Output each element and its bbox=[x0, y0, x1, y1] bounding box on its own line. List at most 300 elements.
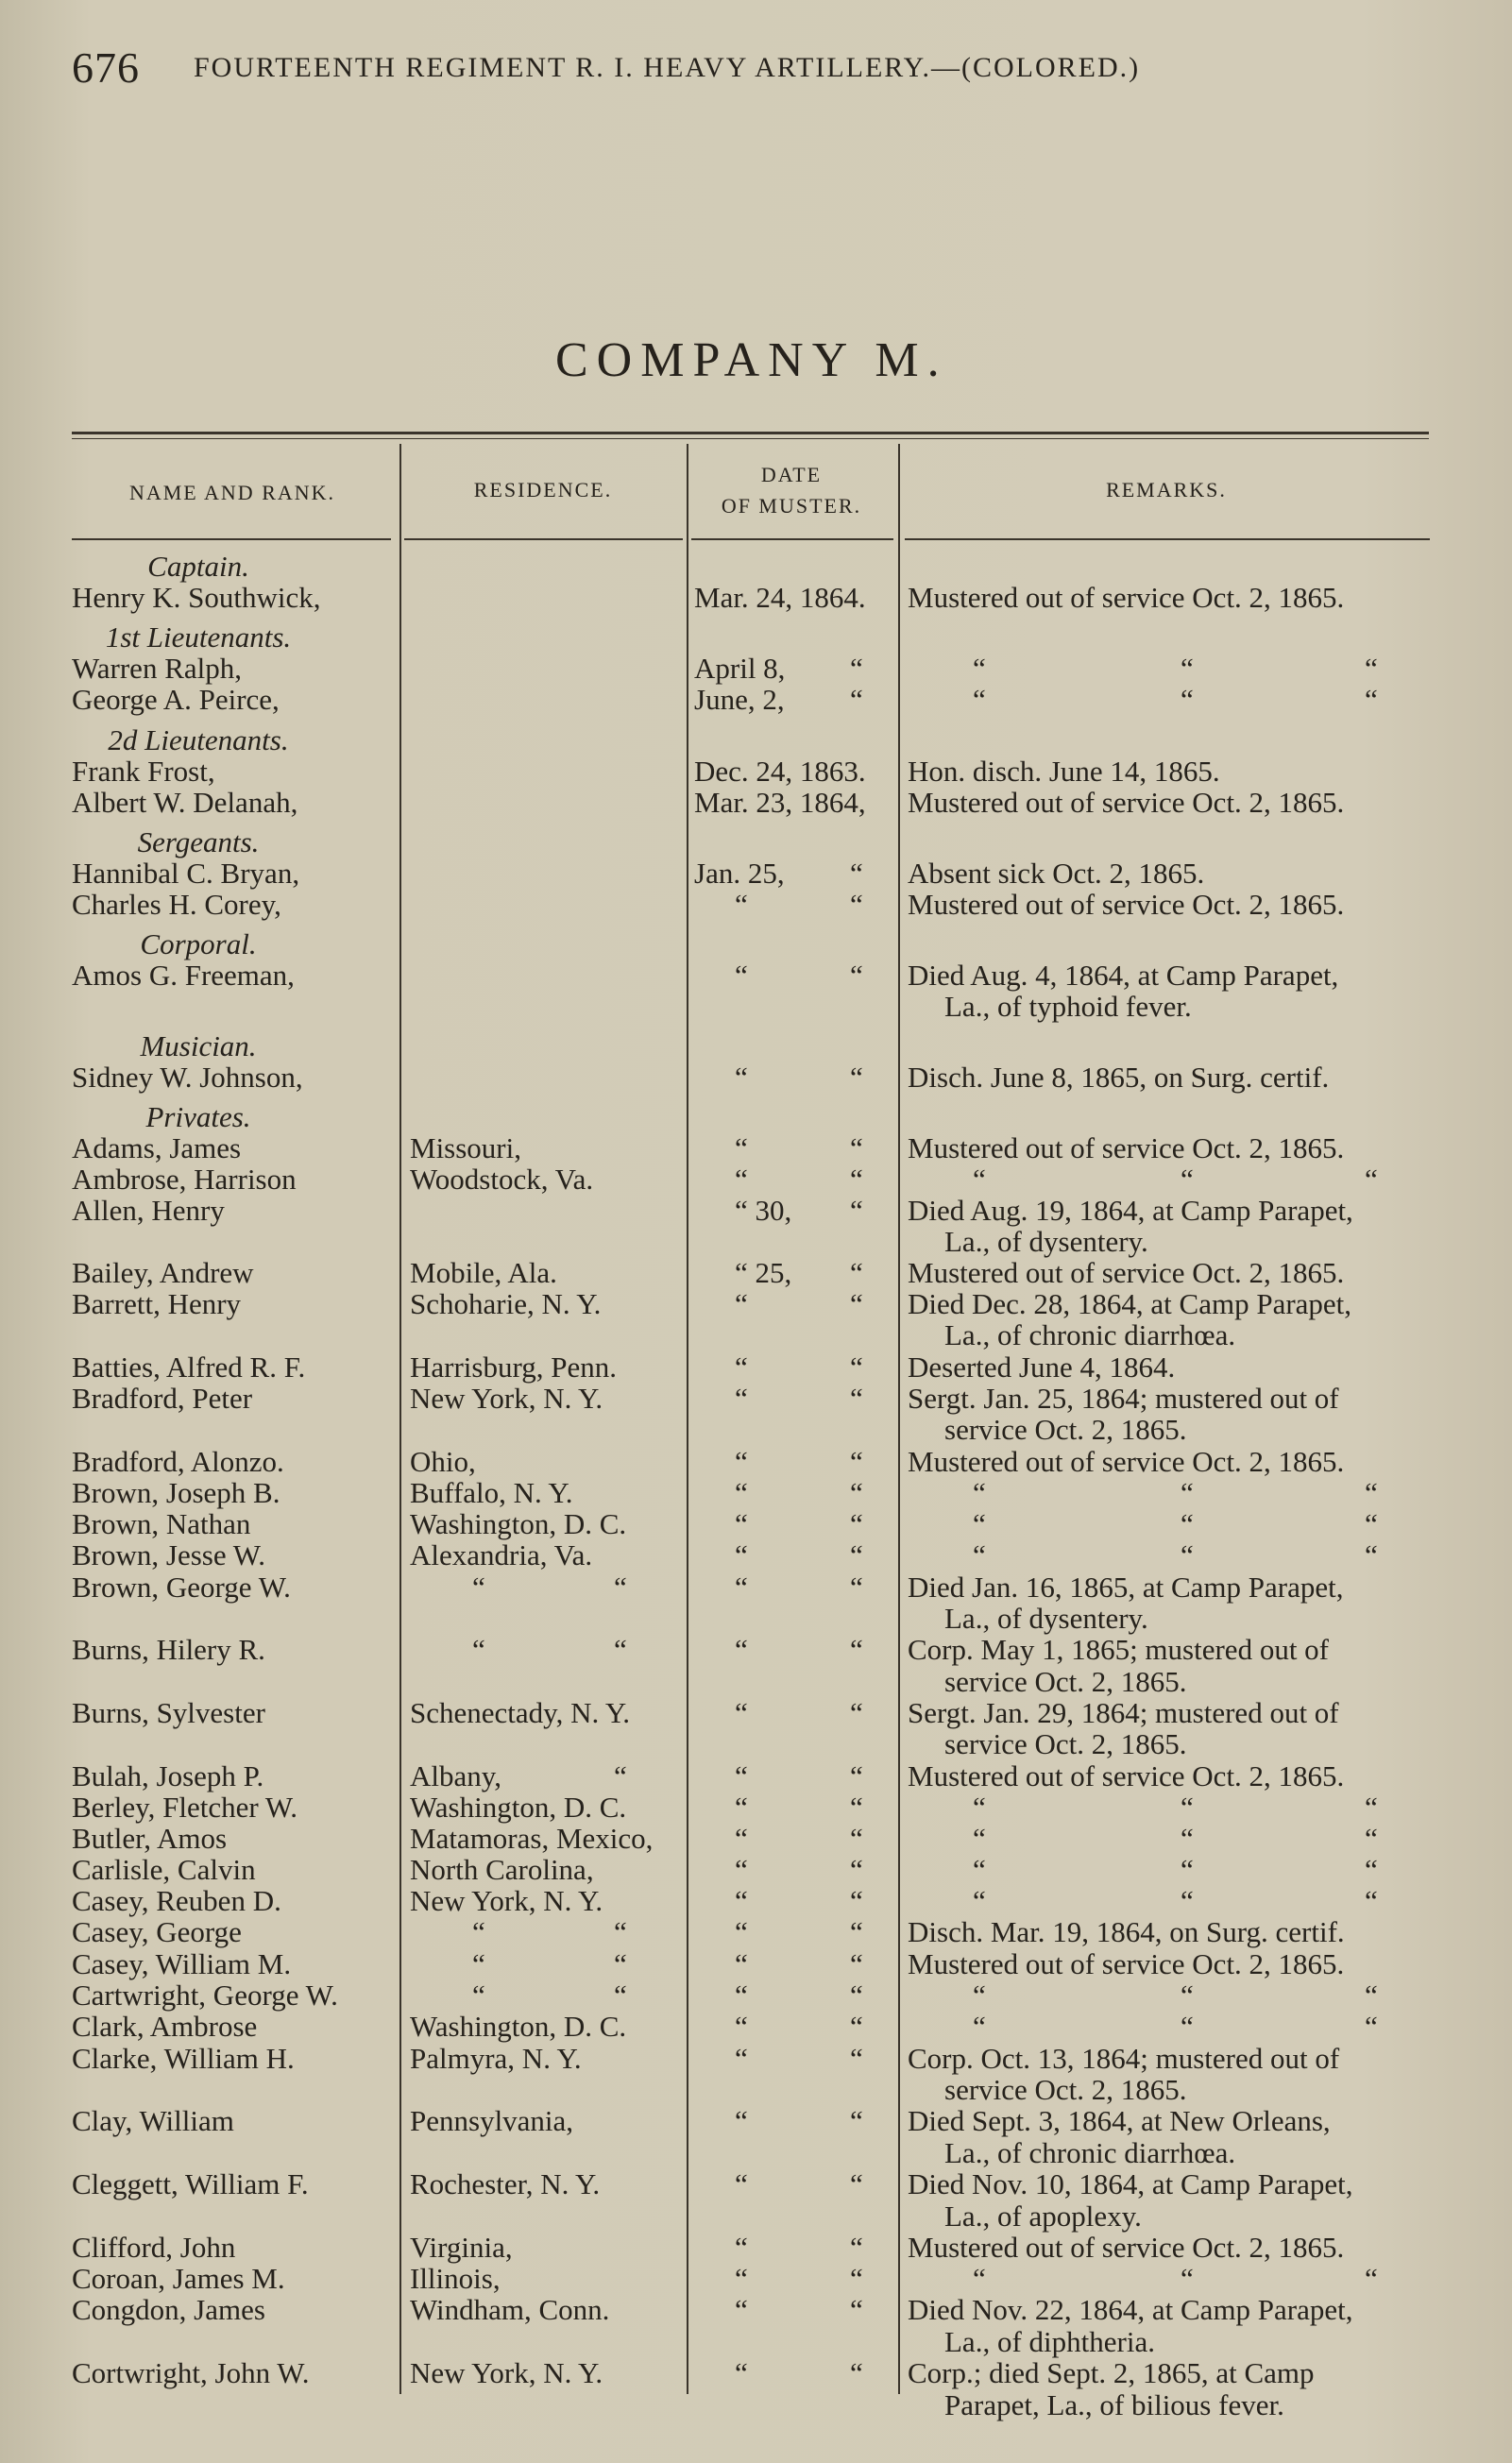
soldier-name: Charles H. Corey, bbox=[72, 888, 281, 921]
soldier-name: Brown, Jesse W. bbox=[72, 1538, 265, 1571]
remarks-text: Mustered out of service Oct. 2, 1865. bbox=[908, 888, 1345, 921]
residence: New York, N. Y. bbox=[410, 1382, 603, 1415]
residence: Windham, Conn. bbox=[410, 2293, 610, 2326]
remarks-continuation bbox=[0, 2326, 1512, 2357]
residence: Harrisburg, Penn. bbox=[410, 1350, 617, 1384]
remarks-text: service Oct. 2, 1865. bbox=[944, 1665, 1187, 1698]
date-ditto: “ bbox=[850, 1947, 863, 1980]
date-ditto: “ bbox=[850, 1571, 863, 1604]
muster-date: June, 2, bbox=[694, 683, 785, 716]
residence: Matamoras, Mexico, bbox=[410, 1822, 654, 1855]
residence-ditto: “ bbox=[614, 1571, 627, 1604]
remarks-ditto: “ bbox=[1365, 1853, 1378, 1886]
date-ditto: “ bbox=[735, 1287, 748, 1320]
residence: Albany, bbox=[410, 1759, 501, 1792]
remarks-text: Absent sick Oct. 2, 1865. bbox=[908, 857, 1205, 890]
remarks-text: La., of chronic diarrhœa. bbox=[944, 2136, 1236, 2169]
col-header-name: NAME AND RANK. bbox=[128, 481, 336, 504]
residence: Washington, D. C. bbox=[410, 1791, 627, 1824]
soldier-name: Bradford, Alonzo. bbox=[72, 1445, 284, 1478]
residence-ditto: “ bbox=[614, 1947, 627, 1980]
residence: Alexandria, Va. bbox=[410, 1538, 593, 1571]
soldier-name: Henry K. Southwick, bbox=[72, 581, 321, 614]
remarks-continuation bbox=[0, 1414, 1512, 1445]
residence: North Carolina, bbox=[410, 1853, 594, 1886]
date-ditto: “ bbox=[735, 2167, 748, 2200]
remarks-text: Corp. Oct. 13, 1864; mustered out of bbox=[908, 2042, 1340, 2075]
date-ditto: “ bbox=[735, 1633, 748, 1666]
table-row bbox=[0, 1132, 1512, 1164]
table-row bbox=[0, 756, 1512, 787]
soldier-name: Albert W. Delanah, bbox=[72, 786, 298, 819]
table-row bbox=[0, 1979, 1512, 2011]
remarks-ditto: “ bbox=[1181, 1791, 1194, 1824]
table-row bbox=[0, 2011, 1512, 2042]
remarks-text: service Oct. 2, 1865. bbox=[944, 1413, 1187, 1446]
soldier-name: Amos G. Freeman, bbox=[72, 959, 295, 992]
remarks-ditto: “ bbox=[1365, 2010, 1378, 2043]
col-header-date-2: OF MUSTER. bbox=[721, 494, 862, 518]
remarks-text: Died Sept. 3, 1864, at New Orleans, bbox=[908, 2104, 1331, 2137]
date-ditto: “ bbox=[735, 2262, 748, 2295]
table-row bbox=[0, 1257, 1512, 1288]
date-ditto: “ 25, bbox=[735, 1256, 792, 1289]
remarks-ditto: “ bbox=[1365, 1163, 1378, 1196]
remarks-text: La., of typhoid fever. bbox=[944, 990, 1192, 1023]
muster-date: Mar. 23, 1864, bbox=[694, 786, 866, 819]
soldier-name: Sidney W. Johnson, bbox=[72, 1061, 303, 1094]
remarks-ditto: “ bbox=[1181, 1538, 1194, 1571]
rank-label: 1st Lieutenants. bbox=[105, 620, 292, 654]
remarks-ditto: “ bbox=[1181, 2262, 1194, 2295]
date-ditto: “ bbox=[735, 1915, 748, 1948]
remarks-ditto: “ bbox=[1181, 1853, 1194, 1886]
soldier-name: Clay, William bbox=[72, 2104, 234, 2137]
residence-ditto: “ bbox=[614, 1633, 627, 1666]
remarks-ditto: “ bbox=[1181, 1507, 1194, 1540]
date-ditto: “ bbox=[735, 1791, 748, 1824]
date-ditto: “ bbox=[850, 2042, 863, 2075]
rank-label: Privates. bbox=[145, 1100, 251, 1133]
remarks-continuation bbox=[0, 1319, 1512, 1350]
remarks-text: Mustered out of service Oct. 2, 1865. bbox=[908, 1759, 1345, 1792]
remarks-ditto: “ bbox=[973, 1884, 986, 1917]
table-row bbox=[0, 1571, 1512, 1603]
date-ditto: “ bbox=[735, 1507, 748, 1540]
remarks-continuation bbox=[0, 2200, 1512, 2232]
table-row bbox=[0, 1383, 1512, 1414]
table-row bbox=[0, 1634, 1512, 1665]
table-top-rule bbox=[72, 432, 1429, 434]
soldier-name: Clark, Ambrose bbox=[72, 2010, 258, 2043]
rank-label: 2d Lieutenants. bbox=[108, 723, 289, 756]
residence: Schenectady, N. Y. bbox=[410, 1696, 631, 1729]
soldier-name: Warren Ralph, bbox=[72, 652, 242, 685]
date-ditto: “ bbox=[850, 2231, 863, 2264]
remarks-ditto: “ bbox=[1365, 2262, 1378, 2295]
soldier-name: Ambrose, Harrison bbox=[72, 1163, 297, 1196]
remarks-text: La., of chronic diarrhœa. bbox=[944, 1318, 1236, 1351]
remarks-ditto: “ bbox=[1365, 1507, 1378, 1540]
soldier-name: Bailey, Andrew bbox=[72, 1256, 254, 1289]
muster-date: Dec. 24, 1863. bbox=[694, 755, 866, 788]
table-row bbox=[0, 1062, 1512, 1093]
remarks-ditto: “ bbox=[973, 1538, 986, 1571]
soldier-name: Burns, Hilery R. bbox=[72, 1633, 265, 1666]
date-ditto: “ bbox=[735, 1061, 748, 1094]
table-row bbox=[0, 1164, 1512, 1195]
date-ditto: “ bbox=[850, 1131, 863, 1164]
rank-heading bbox=[0, 826, 1512, 858]
date-ditto: “ bbox=[850, 2104, 863, 2137]
date-ditto: “ bbox=[735, 2231, 748, 2264]
remarks-ditto: “ bbox=[1365, 1791, 1378, 1824]
date-ditto: “ bbox=[735, 888, 748, 921]
remarks-ditto: “ bbox=[973, 2262, 986, 2295]
date-ditto: “ bbox=[735, 1759, 748, 1792]
remarks-text: Corp. May 1, 1865; mustered out of bbox=[908, 1633, 1330, 1666]
soldier-name: Casey, Reuben D. bbox=[72, 1884, 281, 1917]
remarks-text: Died Dec. 28, 1864, at Camp Parapet, bbox=[908, 1287, 1352, 1320]
remarks-text: Mustered out of service Oct. 2, 1865. bbox=[908, 1131, 1345, 1164]
residence: Schoharie, N. Y. bbox=[410, 1287, 602, 1320]
remarks-text: La., of diphtheria. bbox=[944, 2325, 1155, 2358]
remarks-continuation bbox=[0, 2074, 1512, 2105]
remarks-ditto: “ bbox=[973, 1853, 986, 1886]
date-ditto: “ bbox=[735, 1947, 748, 1980]
date-ditto: “ bbox=[735, 1445, 748, 1478]
date-ditto: “ bbox=[850, 1884, 863, 1917]
residence-ditto: “ bbox=[472, 1571, 485, 1604]
table-row bbox=[0, 787, 1512, 818]
date-ditto: “ bbox=[735, 2010, 748, 2043]
table-row bbox=[0, 2263, 1512, 2294]
date-ditto: “ bbox=[850, 857, 863, 890]
remarks-continuation bbox=[0, 1728, 1512, 1759]
date-ditto: “ bbox=[850, 652, 863, 685]
page-number: 676 bbox=[72, 43, 140, 92]
residence: Illinois, bbox=[410, 2262, 501, 2295]
soldier-name: Hannibal C. Bryan, bbox=[72, 857, 300, 890]
date-ditto: “ bbox=[735, 1884, 748, 1917]
remarks-ditto: “ bbox=[973, 1476, 986, 1509]
date-ditto: “ bbox=[850, 2356, 863, 2389]
remarks-text: service Oct. 2, 1865. bbox=[944, 1727, 1187, 1760]
table-row bbox=[0, 1916, 1512, 1947]
remarks-ditto: “ bbox=[1365, 652, 1378, 685]
soldier-name: Brown, Nathan bbox=[72, 1507, 251, 1540]
remarks-text: La., of dysentery. bbox=[944, 1225, 1148, 1258]
soldier-name: Congdon, James bbox=[72, 2293, 265, 2326]
date-ditto: “ bbox=[850, 1163, 863, 1196]
date-ditto: “ bbox=[850, 2167, 863, 2200]
table-row bbox=[0, 582, 1512, 613]
remarks-continuation bbox=[0, 991, 1512, 1022]
date-ditto: “ bbox=[735, 1163, 748, 1196]
table-row bbox=[0, 858, 1512, 889]
residence-ditto: “ bbox=[472, 1947, 485, 1980]
date-ditto: “ bbox=[850, 1061, 863, 1094]
residence: Mobile, Ala. bbox=[410, 1256, 557, 1289]
table-row bbox=[0, 1697, 1512, 1728]
table-row bbox=[0, 653, 1512, 684]
table-row bbox=[0, 1948, 1512, 1979]
date-ditto: “ bbox=[850, 1791, 863, 1824]
residence-ditto: “ bbox=[614, 1979, 627, 2012]
remarks-ditto: “ bbox=[1181, 1822, 1194, 1855]
remarks-text: Mustered out of service Oct. 2, 1865. bbox=[908, 581, 1345, 614]
soldier-name: Casey, William M. bbox=[72, 1947, 292, 1980]
company-title: COMPANY M. bbox=[555, 333, 948, 387]
date-ditto: “ bbox=[735, 1853, 748, 1886]
date-ditto: “ bbox=[850, 1538, 863, 1571]
remarks-continuation bbox=[0, 2389, 1512, 2421]
residence-ditto: “ bbox=[614, 1759, 627, 1792]
residence: Washington, D. C. bbox=[410, 1507, 627, 1540]
date-ditto: “ bbox=[850, 1382, 863, 1415]
remarks-continuation bbox=[0, 1226, 1512, 1257]
date-ditto: “ bbox=[850, 1476, 863, 1509]
residence: Washington, D. C. bbox=[410, 2010, 627, 2043]
table-row bbox=[0, 1760, 1512, 1792]
soldier-name: Butler, Amos bbox=[72, 1822, 228, 1855]
table-row bbox=[0, 960, 1512, 991]
residence: Rochester, N. Y. bbox=[410, 2167, 601, 2200]
soldier-name: Brown, George W. bbox=[72, 1571, 291, 1604]
soldier-name: Allen, Henry bbox=[72, 1194, 225, 1227]
remarks-text: La., of apoplexy. bbox=[944, 2200, 1142, 2233]
remarks-text: Mustered out of service Oct. 2, 1865. bbox=[908, 2231, 1345, 2264]
remarks-ditto: “ bbox=[973, 1822, 986, 1855]
soldier-name: Burns, Sylvester bbox=[72, 1696, 265, 1729]
residence-ditto: “ bbox=[472, 1633, 485, 1666]
date-ditto: “ bbox=[850, 1507, 863, 1540]
table-row bbox=[0, 2232, 1512, 2263]
remarks-continuation bbox=[0, 2137, 1512, 2168]
date-ditto: “ bbox=[735, 1696, 748, 1729]
date-ditto: “ bbox=[735, 2104, 748, 2137]
date-ditto: “ bbox=[735, 959, 748, 992]
rank-label: Corporal. bbox=[140, 927, 257, 960]
remarks-ditto: “ bbox=[1365, 1884, 1378, 1917]
remarks-text: Died Nov. 22, 1864, at Camp Parapet, bbox=[908, 2293, 1353, 2326]
muster-date: April 8, bbox=[694, 652, 786, 685]
header-rule-date bbox=[691, 538, 893, 540]
remarks-ditto: “ bbox=[1181, 2010, 1194, 2043]
date-ditto: “ bbox=[850, 1853, 863, 1886]
rank-label: Sergeants. bbox=[137, 825, 260, 858]
remarks-ditto: “ bbox=[973, 652, 986, 685]
residence: Buffalo, N. Y. bbox=[410, 1476, 573, 1509]
residence: New York, N. Y. bbox=[410, 2356, 603, 2389]
table-row bbox=[0, 1288, 1512, 1319]
residence-ditto: “ bbox=[614, 1915, 627, 1948]
remarks-ditto: “ bbox=[973, 1979, 986, 2012]
table-row bbox=[0, 2043, 1512, 2074]
table-row bbox=[0, 1539, 1512, 1571]
table-top-rule-thin bbox=[72, 438, 1429, 439]
residence: Woodstock, Va. bbox=[410, 1163, 594, 1196]
date-ditto: “ bbox=[850, 1633, 863, 1666]
remarks-ditto: “ bbox=[973, 2010, 986, 2043]
soldier-name: Batties, Alfred R. F. bbox=[72, 1350, 306, 1384]
date-ditto: “ bbox=[850, 1696, 863, 1729]
muster-date: Mar. 24, 1864. bbox=[694, 581, 866, 614]
table-row bbox=[0, 2357, 1512, 2388]
rank-heading bbox=[0, 621, 1512, 653]
remarks-text: Sergt. Jan. 29, 1864; mustered out of bbox=[908, 1696, 1339, 1729]
col-header-residence: RESIDENCE. bbox=[473, 478, 613, 501]
residence: Ohio, bbox=[410, 1445, 476, 1478]
residence-ditto: “ bbox=[472, 1915, 485, 1948]
soldier-name: Cartwright, George W. bbox=[72, 1979, 338, 2012]
date-ditto: “ bbox=[850, 1915, 863, 1948]
soldier-name: Barrett, Henry bbox=[72, 1287, 242, 1320]
table-row bbox=[0, 1792, 1512, 1823]
remarks-ditto: “ bbox=[1365, 1979, 1378, 2012]
remarks-text: Deserted June 4, 1864. bbox=[908, 1350, 1176, 1384]
date-ditto: “ bbox=[850, 683, 863, 716]
rank-heading bbox=[0, 551, 1512, 582]
soldier-name: Brown, Joseph B. bbox=[72, 1476, 280, 1509]
remarks-text: Died Aug. 4, 1864, at Camp Parapet, bbox=[908, 959, 1339, 992]
table-row bbox=[0, 1885, 1512, 1916]
remarks-text: Parapet, La., of bilious fever. bbox=[944, 2388, 1284, 2421]
date-ditto: “ bbox=[735, 1571, 748, 1604]
table-row bbox=[0, 1446, 1512, 1477]
remarks-continuation bbox=[0, 1666, 1512, 1697]
date-ditto: “ bbox=[850, 1194, 863, 1227]
soldier-name: Coroan, James M. bbox=[72, 2262, 285, 2295]
date-ditto: “ bbox=[850, 2262, 863, 2295]
date-ditto: “ bbox=[735, 1350, 748, 1384]
rank-label: Captain. bbox=[147, 550, 249, 583]
date-ditto: “ bbox=[735, 2042, 748, 2075]
remarks-ditto: “ bbox=[973, 1507, 986, 1540]
header-rule-residence bbox=[404, 538, 683, 540]
soldier-name: Berley, Fletcher W. bbox=[72, 1791, 298, 1824]
remarks-text: service Oct. 2, 1865. bbox=[944, 2073, 1187, 2106]
remarks-text: La., of dysentery. bbox=[944, 1602, 1148, 1635]
date-ditto: “ bbox=[850, 2010, 863, 2043]
soldier-name: Adams, James bbox=[72, 1131, 242, 1164]
soldier-name: Frank Frost, bbox=[72, 755, 215, 788]
date-ditto: “ bbox=[850, 959, 863, 992]
remarks-ditto: “ bbox=[973, 1163, 986, 1196]
col-header-remarks: REMARKS. bbox=[1106, 478, 1227, 501]
residence-ditto: “ bbox=[472, 1979, 485, 2012]
table-row bbox=[0, 1823, 1512, 1854]
rank-heading bbox=[0, 1030, 1512, 1062]
date-ditto: “ bbox=[850, 1979, 863, 2012]
date-ditto: “ bbox=[850, 1759, 863, 1792]
residence: Virginia, bbox=[410, 2231, 513, 2264]
table-row bbox=[0, 1351, 1512, 1383]
soldier-name: Bulah, Joseph P. bbox=[72, 1759, 264, 1792]
remarks-ditto: “ bbox=[1181, 1476, 1194, 1509]
date-ditto: “ bbox=[735, 1979, 748, 2012]
table-row bbox=[0, 2168, 1512, 2200]
date-ditto: “ bbox=[850, 1350, 863, 1384]
remarks-ditto: “ bbox=[1365, 683, 1378, 716]
table-row bbox=[0, 1854, 1512, 1885]
remarks-ditto: “ bbox=[1181, 1163, 1194, 1196]
remarks-ditto: “ bbox=[1181, 1979, 1194, 2012]
residence: Palmyra, N. Y. bbox=[410, 2042, 582, 2075]
date-ditto: “ bbox=[735, 2293, 748, 2326]
remarks-ditto: “ bbox=[1181, 683, 1194, 716]
soldier-name: Clifford, John bbox=[72, 2231, 236, 2264]
remarks-text: Died Jan. 16, 1865, at Camp Parapet, bbox=[908, 1571, 1344, 1604]
table-row bbox=[0, 1508, 1512, 1539]
date-ditto: “ bbox=[735, 1131, 748, 1164]
soldier-name: Cortwright, John W. bbox=[72, 2356, 310, 2389]
remarks-ditto: “ bbox=[1365, 1822, 1378, 1855]
remarks-text: Died Nov. 10, 1864, at Camp Parapet, bbox=[908, 2167, 1353, 2200]
header-rule-remarks bbox=[905, 538, 1430, 540]
remarks-ditto: “ bbox=[973, 1791, 986, 1824]
soldier-name: Cleggett, William F. bbox=[72, 2167, 309, 2200]
muster-date: Jan. 25, bbox=[694, 857, 785, 890]
date-ditto: “ 30, bbox=[735, 1194, 792, 1227]
header-rule-name bbox=[72, 538, 391, 540]
rank-heading bbox=[0, 928, 1512, 960]
date-ditto: “ bbox=[735, 2356, 748, 2389]
remarks-text: Died Aug. 19, 1864, at Camp Parapet, bbox=[908, 1194, 1353, 1227]
soldier-name: Bradford, Peter bbox=[72, 1382, 253, 1415]
rank-heading bbox=[0, 1101, 1512, 1132]
rank-heading bbox=[0, 724, 1512, 756]
date-ditto: “ bbox=[735, 1538, 748, 1571]
residence: New York, N. Y. bbox=[410, 1884, 603, 1917]
date-ditto: “ bbox=[735, 1476, 748, 1509]
remarks-text: Corp.; died Sept. 2, 1865, at Camp bbox=[908, 2356, 1315, 2389]
table-row bbox=[0, 684, 1512, 715]
remarks-text: Disch. Mar. 19, 1864, on Surg. certif. bbox=[908, 1915, 1345, 1948]
table-row bbox=[0, 2294, 1512, 2325]
table-row bbox=[0, 1195, 1512, 1226]
soldier-name: George A. Peirce, bbox=[72, 683, 280, 716]
date-ditto: “ bbox=[850, 2293, 863, 2326]
residence: Pennsylvania, bbox=[410, 2104, 574, 2137]
soldier-name: Casey, George bbox=[72, 1915, 242, 1948]
col-header-date-1: DATE bbox=[760, 463, 823, 486]
remarks-text: Mustered out of service Oct. 2, 1865. bbox=[908, 1947, 1345, 1980]
date-ditto: “ bbox=[850, 1445, 863, 1478]
date-ditto: “ bbox=[850, 1256, 863, 1289]
remarks-text: Mustered out of service Oct. 2, 1865. bbox=[908, 1256, 1345, 1289]
date-ditto: “ bbox=[735, 1822, 748, 1855]
remarks-text: Sergt. Jan. 25, 1864; mustered out of bbox=[908, 1382, 1339, 1415]
remarks-ditto: “ bbox=[1181, 1884, 1194, 1917]
residence: Missouri, bbox=[410, 1131, 521, 1164]
remarks-text: Mustered out of service Oct. 2, 1865. bbox=[908, 1445, 1345, 1478]
table-row bbox=[0, 1477, 1512, 1508]
remarks-continuation bbox=[0, 1603, 1512, 1634]
remarks-text: Mustered out of service Oct. 2, 1865. bbox=[908, 786, 1345, 819]
date-ditto: “ bbox=[850, 888, 863, 921]
remarks-ditto: “ bbox=[1365, 1476, 1378, 1509]
soldier-name: Carlisle, Calvin bbox=[72, 1853, 256, 1886]
remarks-text: Disch. June 8, 1865, on Surg. certif. bbox=[908, 1061, 1330, 1094]
table-row bbox=[0, 2105, 1512, 2136]
remarks-ditto: “ bbox=[973, 683, 986, 716]
soldier-name: Clarke, William H. bbox=[72, 2042, 295, 2075]
running-title: FOURTEENTH REGIMENT R. I. HEAVY ARTILLERY.—(COLORED.) bbox=[194, 52, 1141, 83]
remarks-ditto: “ bbox=[1365, 1538, 1378, 1571]
date-ditto: “ bbox=[850, 1287, 863, 1320]
remarks-text: Hon. disch. June 14, 1865. bbox=[908, 755, 1220, 788]
